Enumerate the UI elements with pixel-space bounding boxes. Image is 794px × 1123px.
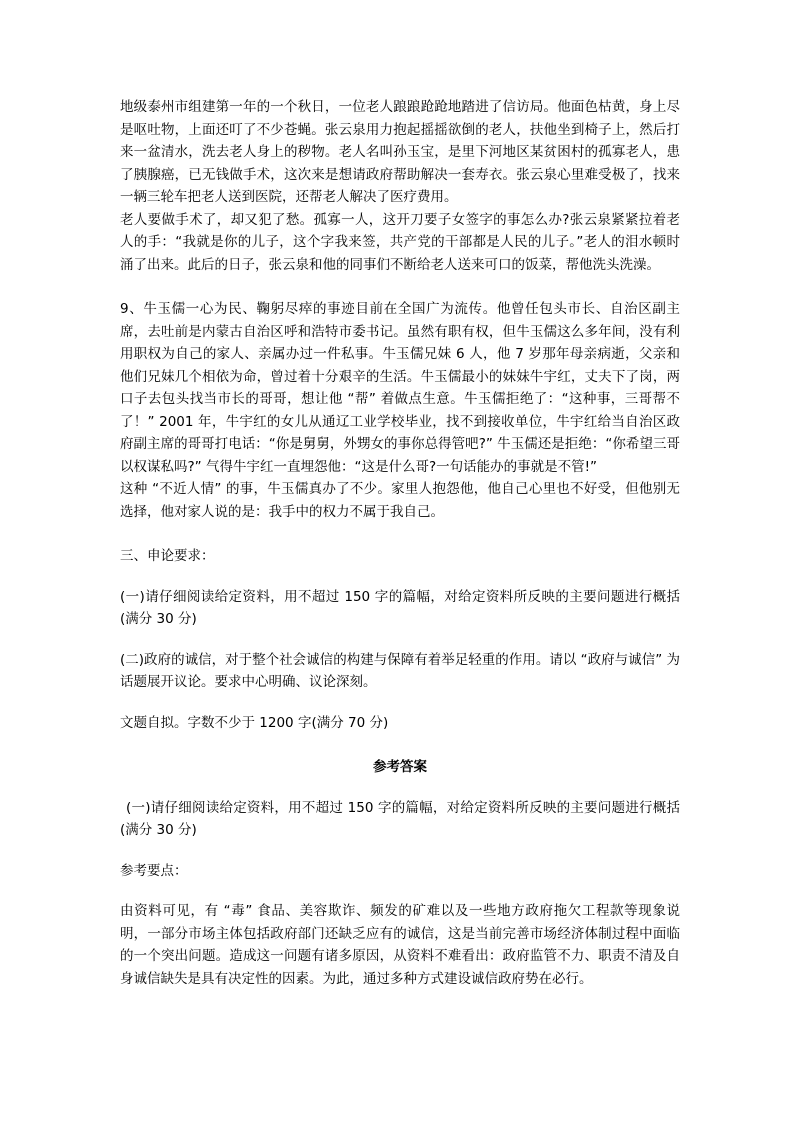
question-two: (二)政府的诚信，对于整个社会诚信的构建与保障有着举足轻重的作用。请以 “政府与诚信” 为话题展开议论。要求中心明确、议论深刻。 xyxy=(120,651,680,690)
reference-points-body: 由资料可见，有 “毒” 食品、美容欺诈、频发的矿难以及一些地方政府拖欠工程款等现象说明，一部分市场主体包括政府部门还缺乏应有的诚信，这是当前完善市场经济体制过程中面临的一个突出问题。造成这一问题有诸多原因，从资料不难看出：政府监管不力、职责不清及自身诚信缺失是具有决定性的因素。为此，通过多种方式建设诚信政府势在必行。 xyxy=(120,903,680,987)
paragraph-niu-yuru-story: 9、牛玉儒一心为民、鞠躬尽瘁的事迹目前在全国广为流传。他曾任包头市长、自治区副主席，去吐前是内蒙古自治区呼和浩特市委书记。虽然有职有权，但牛玉儒这么多年间，没有利用职权为自己的家人、亲属办过一件私事。牛玉儒兄妹 6 人，他 7 岁那年母亲病逝，父亲和他们兄妹几个相依为命，曾过着十分艰辛的生活。牛玉儒最小的妹妹牛宇红，丈夫下了岗，两口子去包头找当市长的哥哥，想让他 “帮” 着做点生意。牛玉儒拒绝了：“这种事，三哥帮不了！” 2001 年，牛宇红的女儿从通辽工业学校毕业，找不到接收单位，牛宇红给当自治区政府副主席的哥哥打电话：“你是舅舅，外甥女的事你总得管吧?” 牛玉儒还是拒绝：“你希望三哥以权谋私吗?” 气得牛宇红一直埋怨他：“这是什么哥?一句话能办的事就是不管!” xyxy=(120,301,680,475)
paragraph-zhang-yunquan-story: 地级泰州市组建第一年的一个秋日，一位老人踉踉跄跄地踏进了信访局。他面色枯黄，身上尽是呕吐物，上面还叮了不少苍蝇。张云泉用力抱起摇摇欲倒的老人，扶他坐到椅子上，然后打来一盆清水，洗去老人身上的秽物。老人名叫孙玉宝，是里下河地区某贫困村的孤寡老人，患了胰腺癌，已无钱做手术，这次来是想请政府帮助解决一套寿衣。张云泉心里难受极了，找来一辆三轮车把老人送到医院，还帮老人解决了医疗费用。 xyxy=(120,99,680,205)
document-page xyxy=(120,96,680,990)
paragraph-surgery-signature: 老人要做手术了，却又犯了愁。孤寡一人，这开刀要子女签字的事怎么办?张云泉紧紧拉着老人的手：“我就是你的儿子，这个字我来签，共产党的干部都是人民的儿子。”老人的泪水顿时涌了出来。此后的日子，张云泉和他的同事们不断给老人送来可口的饭菜，帮他洗头洗澡。 xyxy=(120,211,680,273)
reference-answer-heading: 参考答案 xyxy=(373,759,427,775)
paragraph-niu-yuru-conclusion: 这种 “不近人情” 的事，牛玉儒真办了不少。家里人抱怨他，他自己心里也不好受，但他别无选择，他对家人说的是：我手中的权力不属于我自己。 xyxy=(120,481,680,520)
reference-points-label: 参考要点： xyxy=(120,862,188,879)
section-title-requirements: 三、申论要求： xyxy=(120,548,215,564)
answer-question-one: (一)请仔细阅读给定资料，用不超过 150 字的篇幅，对给定资料所反映的主要问题进行概括(满分 30 分) xyxy=(120,799,680,838)
question-two-note: 文题自拟。字数不少于 1200 字(满分 70 分) xyxy=(120,714,389,731)
question-one: (一)请仔细阅读给定资料，用不超过 150 字的篇幅，对给定资料所反映的主要问题进行概括(满分 30 分) xyxy=(120,588,680,627)
